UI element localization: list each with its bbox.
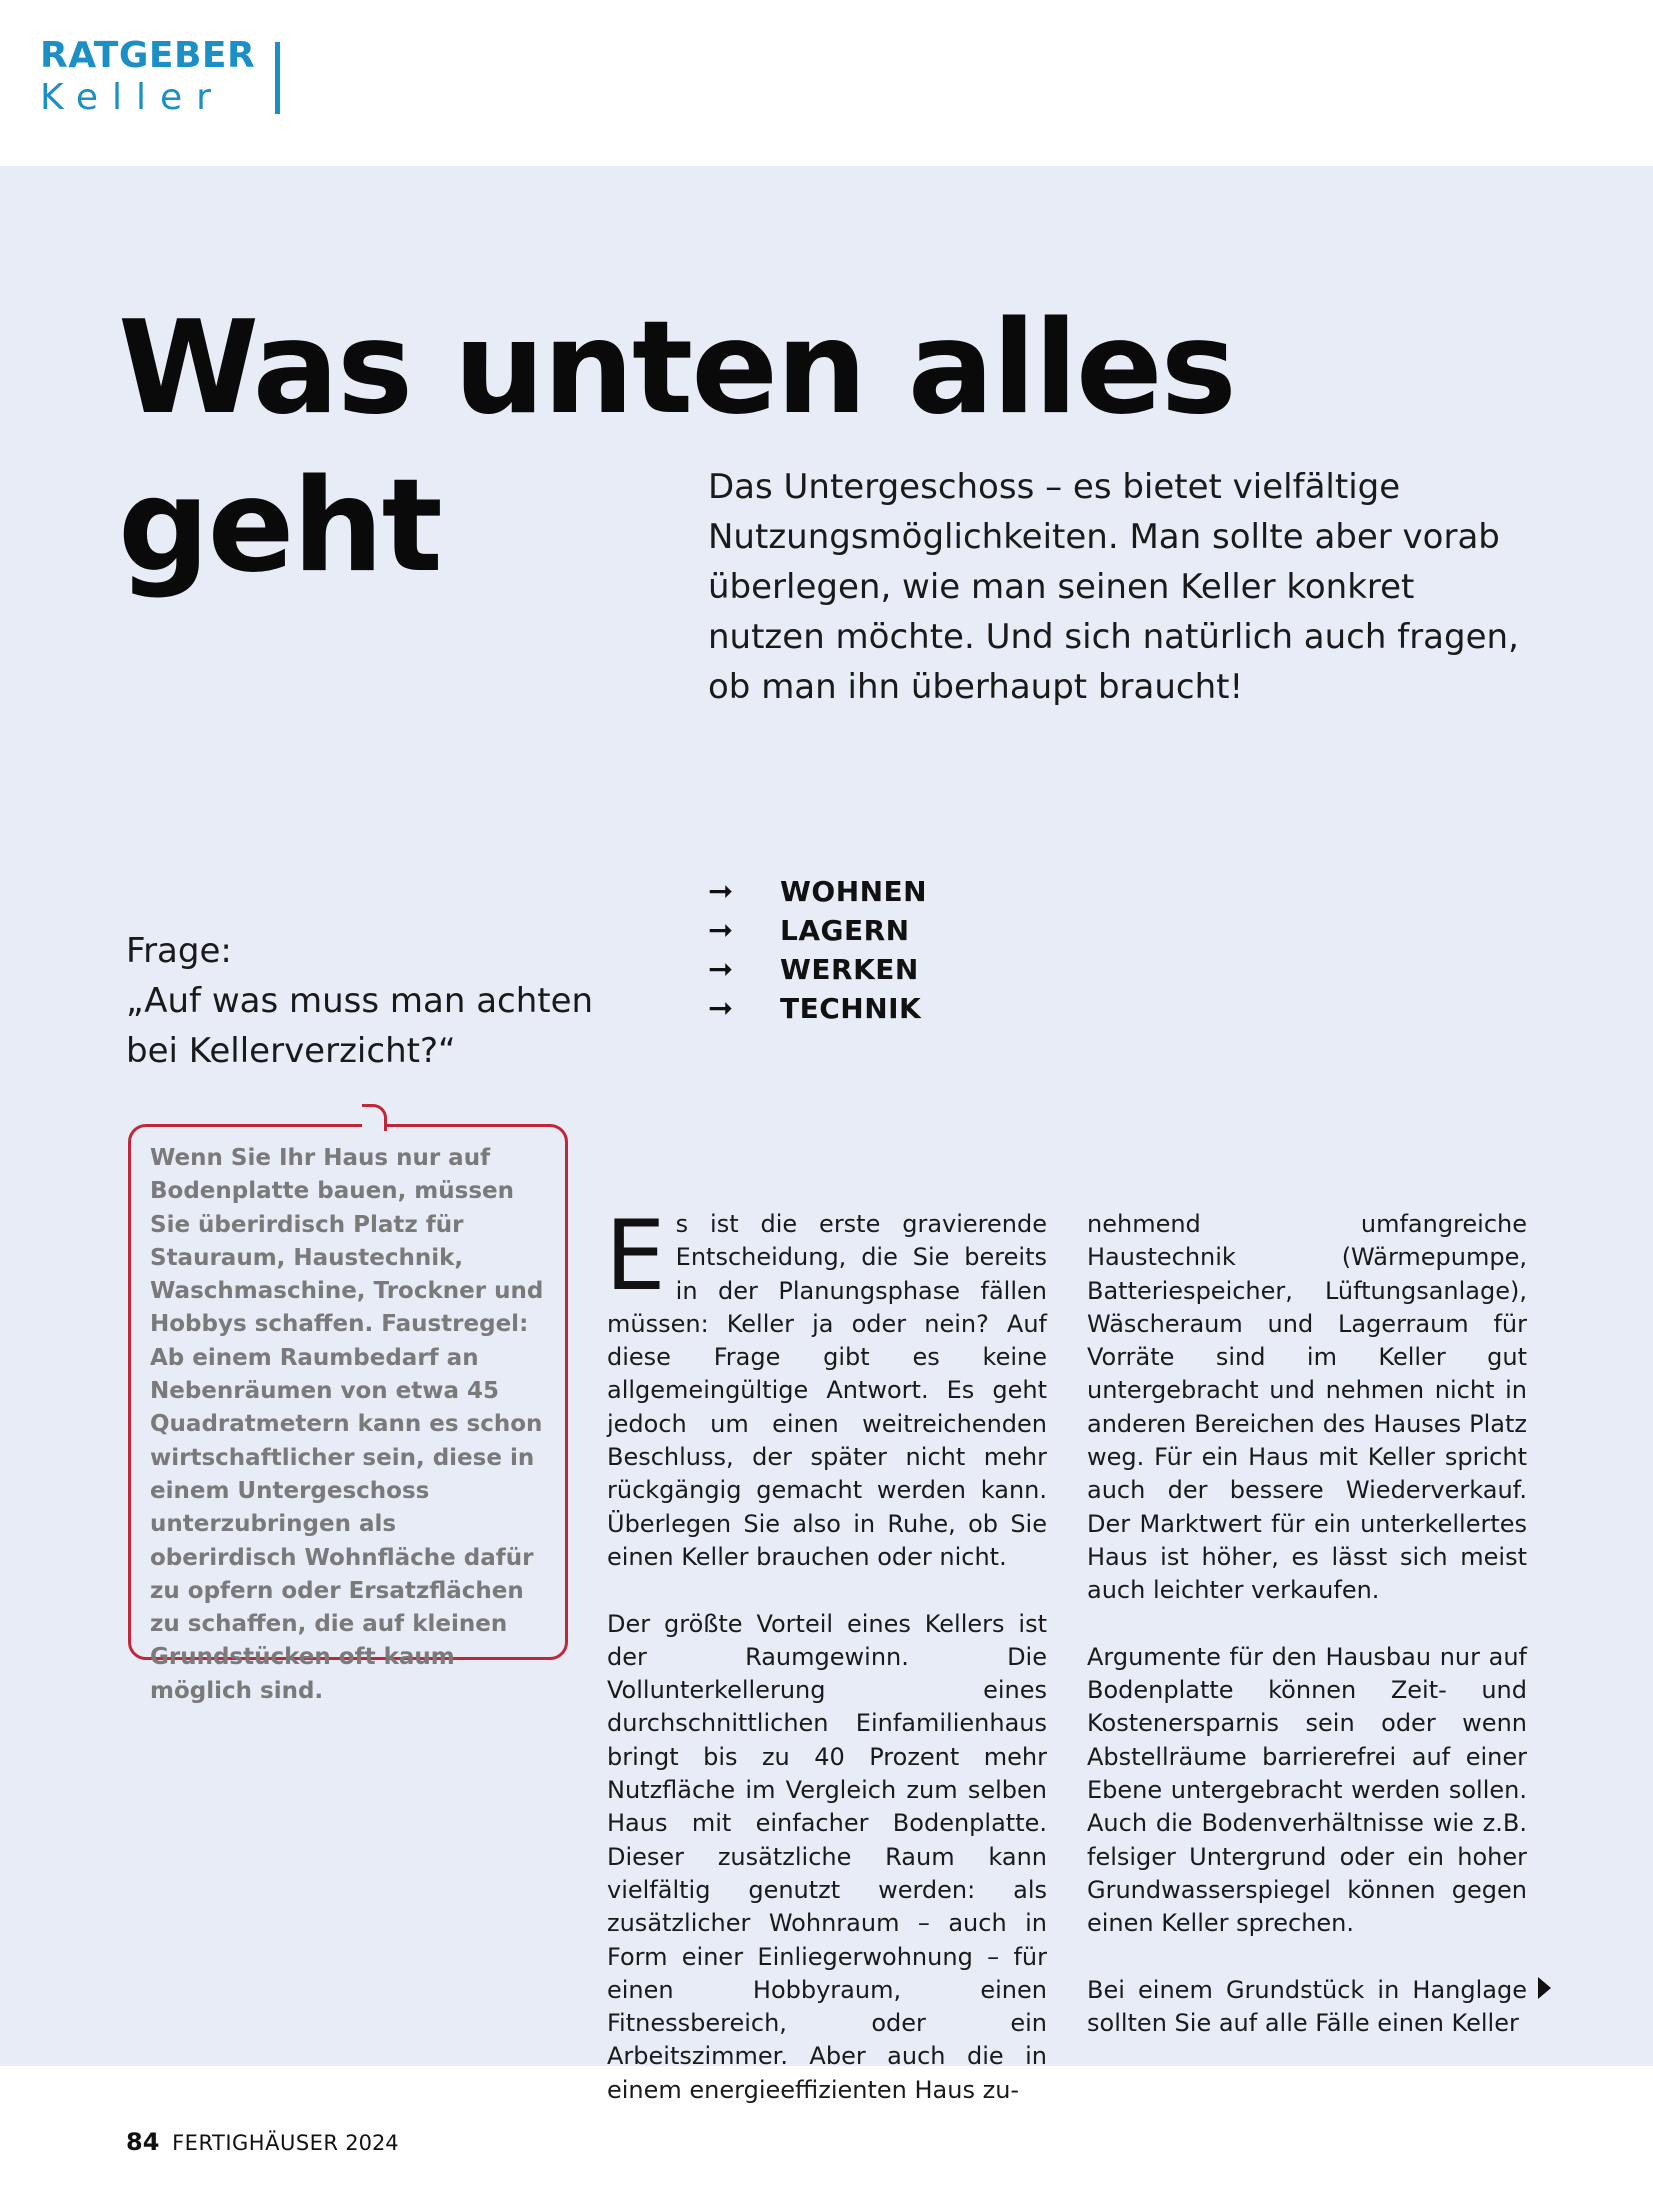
section-kicker: RATGEBER — [40, 35, 256, 76]
topic-label: TECHNIK — [780, 992, 922, 1025]
kicker-divider — [275, 42, 280, 114]
section-header — [40, 34, 255, 118]
arrow-right-icon: ➞ — [708, 952, 734, 987]
body-column-2 — [1087, 1208, 1527, 2074]
body-column-1 — [605, 1200, 1047, 2140]
question-text: „Auf was muss man achten bei Kellerverzicht?“ — [126, 981, 594, 1071]
intro-text: Das Untergeschoss – es bietet vielfältige Nutzungsmöglichkeiten. Man sollte aber vorab überlegen, wie man seinen Keller konkret nutzen möchte. Und sich natürlich auch fragen, ob man ihn überhaupt braucht! — [708, 467, 1519, 707]
topic-item — [708, 872, 927, 911]
page-number: 84 — [126, 2128, 160, 2156]
question-block — [126, 926, 646, 1076]
continue-triangle-icon — [1538, 1977, 1551, 1999]
body-paragraph — [605, 1200, 1047, 1574]
body-paragraph: Argumente für den Hausbau nur auf Bodenplatte können Zeit- und Kostenersparnis sein oder wenn Abstellräume barrierefrei auf einer Ebene untergebracht werden sollen. Auch die Bodenverhältnisse wie z.B. felsiger Untergrund oder ein hoher Grundwasserspiegel können gegen einen Keller sprechen. — [1087, 1642, 1527, 1938]
topic-item — [708, 950, 927, 989]
answer-text: Wenn Sie Ihr Haus nur auf Bodenplatte bauen, müssen Sie überirdisch Platz für Stauraum, Haustechnik, Waschmaschine, Trockner und Hobbys schaffen. Faustregel: Ab einem Raumbedarf an Nebenräumen von etwa 45 Quadratmetern kann es schon wirtschaftlicher sein, diese in einem Untergeschoss unterzubringen als oberirdisch Wohnfläche dafür zu opfern oder Ersatzflächen zu schaffen, die auf kleinen Grundstücken oft kaum möglich sind. — [150, 1145, 544, 1704]
topic-item — [708, 911, 927, 950]
section-subkicker: Keller — [40, 77, 225, 118]
speech-bubble-tail-icon — [362, 1104, 387, 1131]
body-paragraph-text: s ist die erste gravierende Entscheidung, die Sie bereits in der Planungsphase fällen müssen: Keller ja oder nein? Auf diese Frage gibt es keine allgemeingültige Antwort. Es geht jedoch um einen weitreichenden Beschluss, der später nicht mehr rückgängig gemacht werden kann. Überlegen Sie also in Ruhe, ob Sie einen Keller brauchen oder nicht. — [607, 1210, 1047, 1571]
magazine-year: 2024 — [345, 2131, 399, 2155]
magazine-name: FERTIGHÄUSER — [172, 2131, 339, 2155]
topic-label: WOHNEN — [780, 875, 928, 908]
headline-line-1: Was unten alles — [118, 294, 1235, 443]
page-footer — [126, 2128, 399, 2156]
drop-cap: E — [605, 1200, 666, 1312]
arrow-right-icon: ➞ — [708, 913, 734, 948]
topic-list — [708, 872, 927, 1028]
topic-label: WERKEN — [780, 953, 919, 986]
topic-item — [708, 989, 927, 1028]
question-label: Frage: — [126, 931, 232, 971]
body-paragraph: Der größte Vorteil eines Kellers ist der Raumgewinn. Die Vollunterkellerung eines durchschnittlichen Einfamilienhaus bringt bis zu 40 Prozent mehr Nutzfläche im Vergleich zum selben Haus mit einfacher Bodenplatte. Dieser zusätzliche Raum kann vielfältig genutzt werden: als zusätzlicher Wohnraum – auch in Form einer Einliegerwohnung – für einen Hobbyraum, einen Fitnessbereich, oder ein Arbeitszimmer. Aber auch die in einem energieeffizienten Haus zu- — [607, 1609, 1047, 2104]
body-paragraph: Bei einem Grundstück in Hanglage sollten Sie auf alle Fälle einen Keller — [1087, 1975, 1527, 2038]
headline-line-2: geht — [118, 452, 441, 601]
arrow-right-icon: ➞ — [708, 874, 734, 909]
body-paragraph: nehmend umfangreiche Haustechnik (Wärmepumpe, Batteriespeicher, Lüftungsanlage), Wäscheraum und Lagerraum für Vorräte sind im Keller gut untergebracht und nehmen nicht in anderen Bereichen des Hauses Platz weg. Für ein Haus mit Keller spricht auch der bessere Wiederverkauf. Der Marktwert für ein unterkellertes Haus ist höher, es lässt sich meist auch leichter verkaufen. — [1087, 1210, 1527, 1605]
topic-label: LAGERN — [780, 914, 910, 947]
arrow-right-icon: ➞ — [708, 991, 734, 1026]
